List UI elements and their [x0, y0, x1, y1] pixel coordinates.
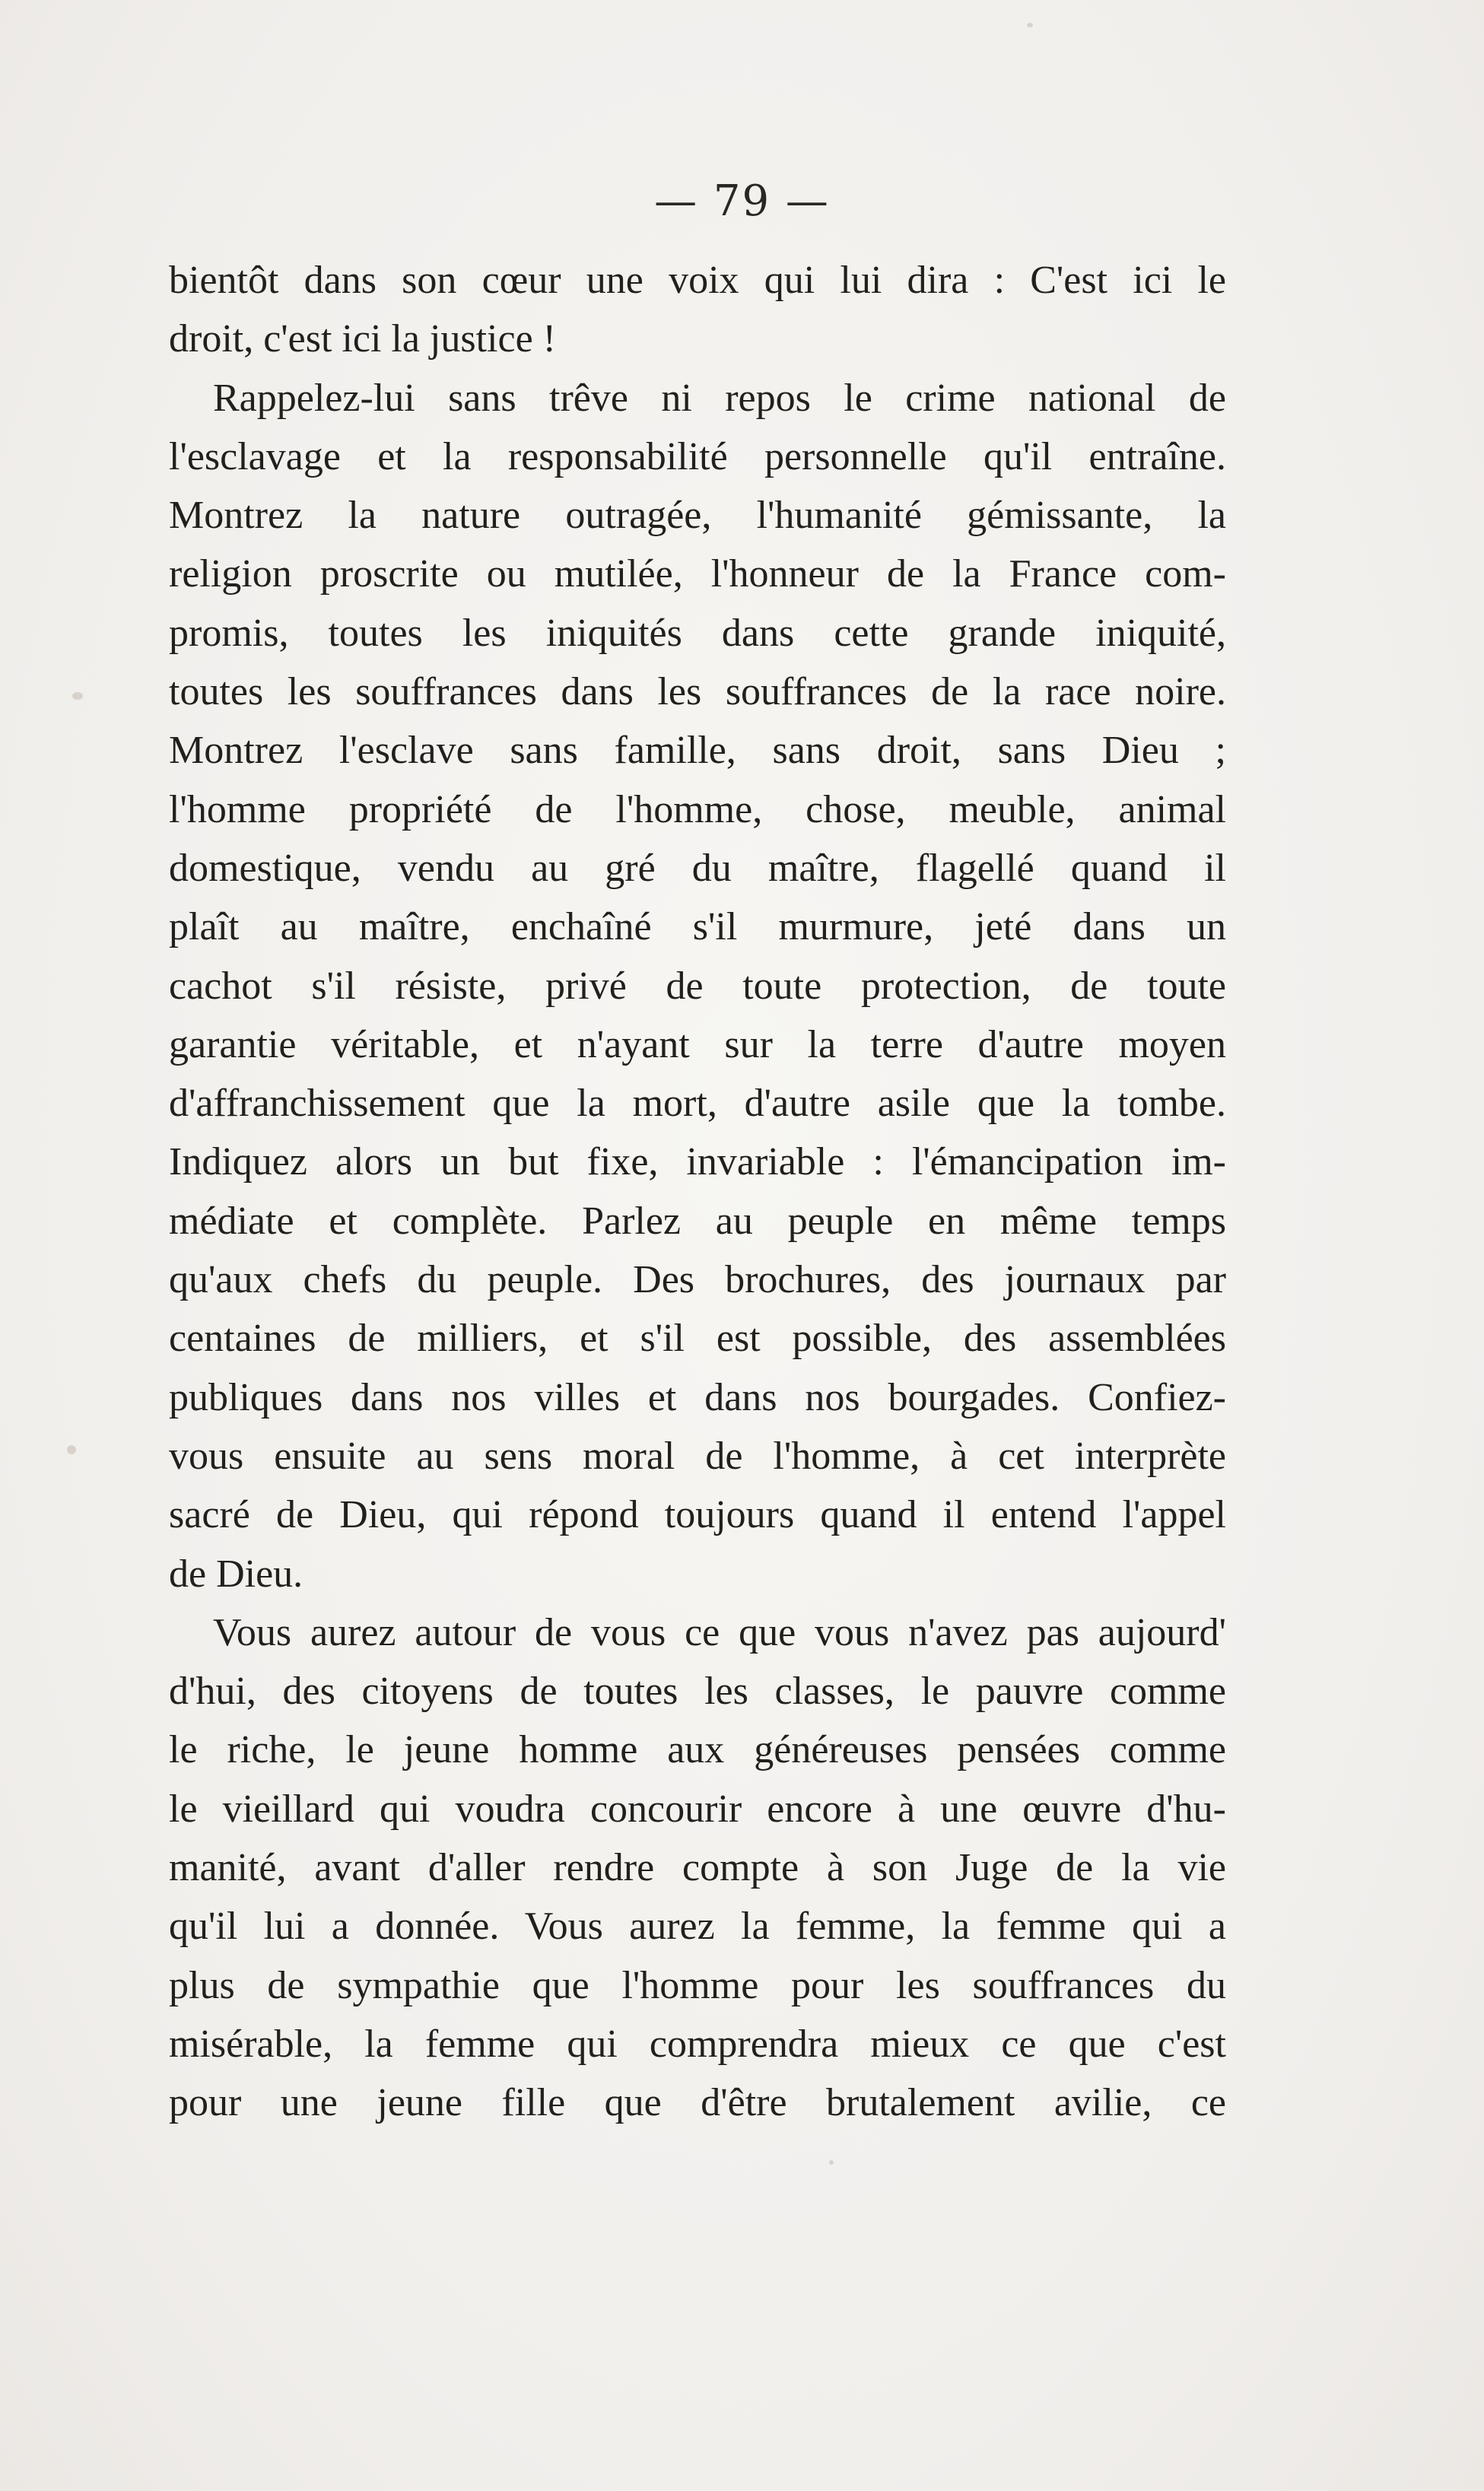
text-line: domestique, vendu au gré du maître, flagellé quand il — [169, 846, 1226, 890]
text-line: qu'il lui a donnée. Vous aurez la femme, la femme qui a — [169, 1905, 1226, 1949]
text-line: d'hui, des citoyens de toutes les classes, le pauvre comme — [169, 1670, 1226, 1714]
text-line: toutes les souffrances dans les souffrances de la race noire. — [169, 670, 1226, 714]
text-line: bientôt dans son cœur une voix qui lui dira : C'est ici le — [169, 259, 1226, 302]
text-line: plaît au maître, enchaîné s'il murmure, jeté dans un — [169, 905, 1226, 949]
body-text — [169, 251, 1226, 2133]
text-line: plus de sympathie que l'homme pour les souffrances du — [169, 1963, 1226, 2007]
paper-speck — [67, 1445, 76, 1454]
text-line: Indiquez alors un but fixe, invariable : l'émancipation im- — [169, 1140, 1226, 1184]
text-line: de Dieu. — [169, 1552, 303, 1596]
text-line: publiques dans nos villes et dans nos bourgades. Confiez- — [169, 1375, 1226, 1419]
text-line: qu'aux chefs du peuple. Des brochures, des journaux par — [169, 1258, 1226, 1302]
text-line: vous ensuite au sens moral de l'homme, à cet interprète — [169, 1434, 1226, 1478]
text-line: l'homme propriété de l'homme, chose, meuble, animal — [169, 787, 1226, 831]
text-line: médiate et complète. Parlez au peuple en même temps — [169, 1199, 1226, 1243]
paper-speck — [1027, 23, 1033, 27]
text-line: misérable, la femme qui comprendra mieux ce que c'est — [169, 2022, 1226, 2066]
text-line: sacré de Dieu, qui répond toujours quand il entend l'appel — [169, 1493, 1226, 1537]
text-line: cachot s'il résiste, privé de toute protection, de toute — [169, 964, 1226, 1008]
text-line: le riche, le jeune homme aux généreuses pensées comme — [169, 1728, 1226, 1772]
text-line: centaines de milliers, et s'il est possible, des assemblées — [169, 1317, 1226, 1361]
page-number: — 79 — — [654, 176, 830, 226]
text-line: promis, toutes les iniquités dans cette grande iniquité, — [169, 611, 1226, 655]
text-line: d'affranchissement que la mort, d'autre asile que la tombe. — [169, 1082, 1226, 1126]
text-line: Montrez l'esclave sans famille, sans droit, sans Dieu ; — [169, 729, 1226, 773]
text-line: Montrez la nature outragée, l'humanité gémissante, la — [169, 494, 1226, 538]
text-line: manité, avant d'aller rendre compte à son Juge de la vie — [169, 1846, 1226, 1890]
paper-speck — [72, 692, 83, 700]
text-line: Vous aurez autour de vous ce que vous n'avez pas aujourd' — [213, 1610, 1226, 1654]
text-line: religion proscrite ou mutilée, l'honneur de la France com- — [169, 552, 1226, 596]
text-line: le vieillard qui voudra concourir encore à une œuvre d'hu- — [169, 1787, 1226, 1831]
paper-speck — [829, 2160, 834, 2165]
text-line: droit, c'est ici la justice ! — [169, 317, 556, 361]
text-line: garantie véritable, et n'ayant sur la terre d'autre moyen — [169, 1022, 1226, 1066]
text-line: pour une jeune fille que d'être brutalement avilie, ce — [169, 2081, 1226, 2125]
text-line: Rappelez-lui sans trêve ni repos le crime national de — [213, 376, 1226, 420]
text-line: l'esclavage et la responsabilité personnelle qu'il entraîne. — [169, 434, 1226, 478]
